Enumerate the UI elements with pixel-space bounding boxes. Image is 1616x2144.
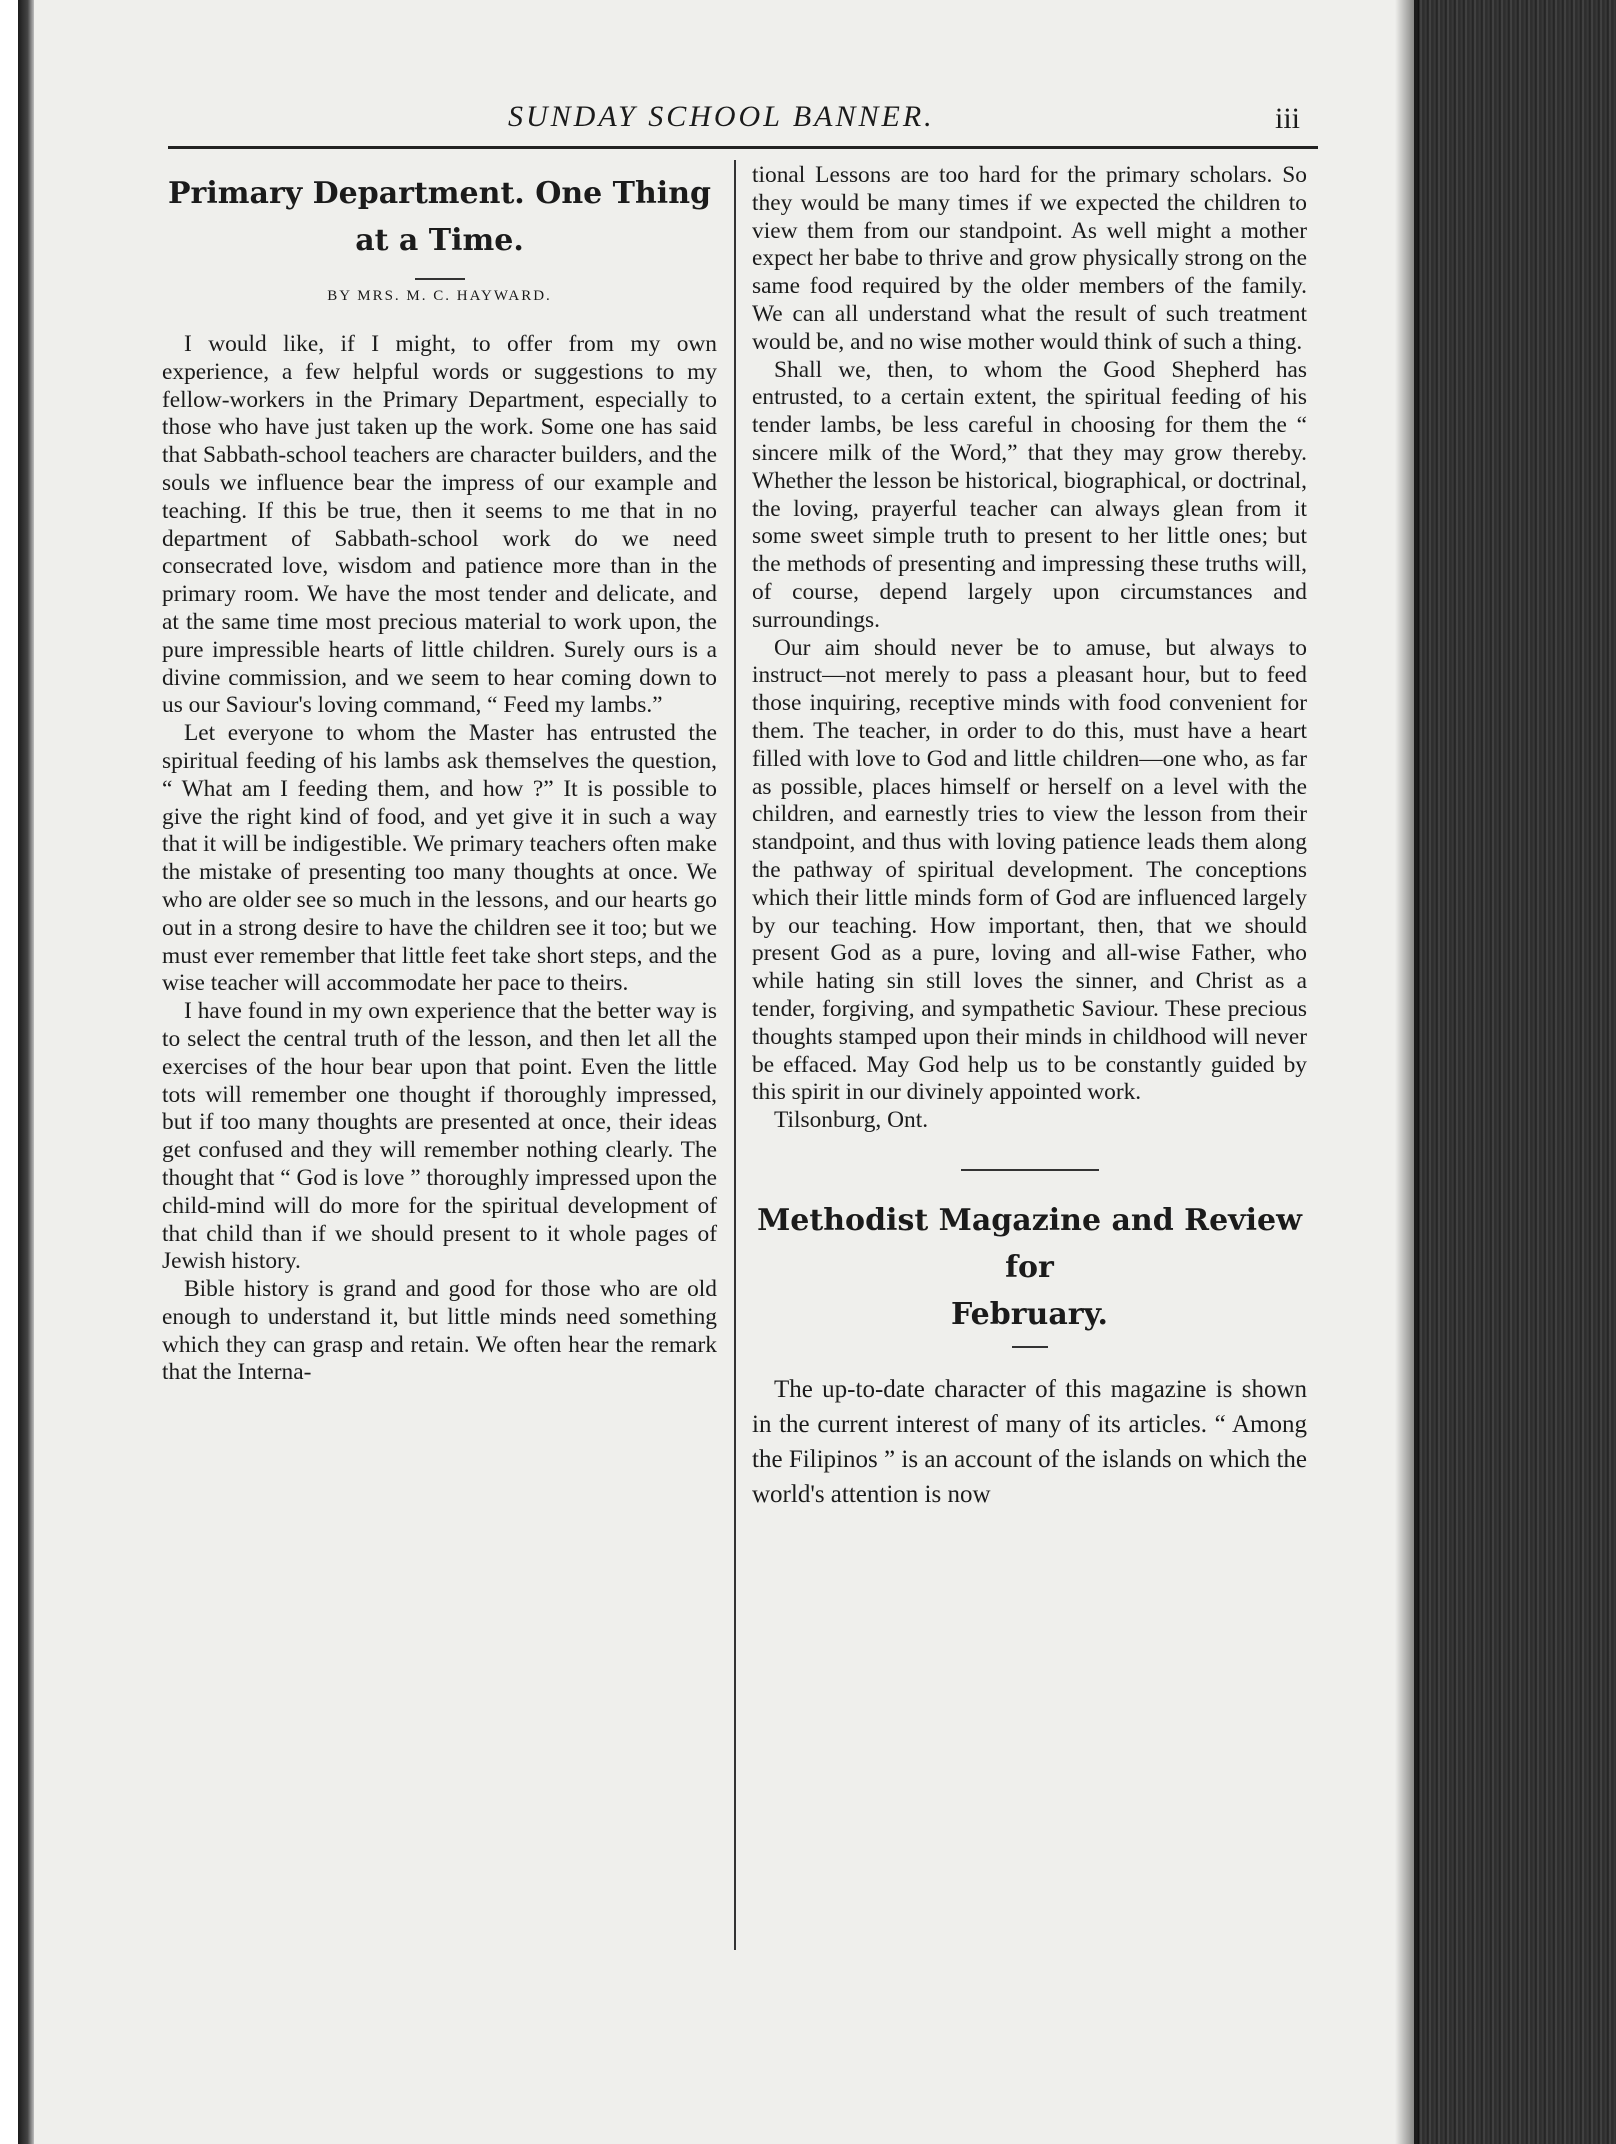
signoff: Tilsonburg, Ont. bbox=[774, 1107, 929, 1134]
magazine-title-line2: February. bbox=[950, 1296, 1109, 1332]
page-header bbox=[168, 98, 1318, 148]
page-number: iii bbox=[1274, 102, 1300, 135]
left-column bbox=[162, 162, 717, 1387]
article-body-right bbox=[752, 162, 1307, 1135]
header-rule bbox=[168, 146, 1318, 149]
paragraph: Let everyone to whom the Master has entrusted the spiritual feeding of his lambs ask themselves the question, “ What am I feeding them, and how ?” It is possible to give the right kind of food, and yet give it in such a way that it will be indigestible. We primary teachers often make the mistake of presenting too many thoughts at once. We who are older see so much in the lessons, and our hearts go out in a strong desire to have the children see it too; but we must ever remember that little feet take short steps, and the wise teacher will accommodate her pace to theirs. bbox=[162, 720, 717, 997]
paragraph: Bible history is grand and good for those who are old enough to understand it, but little minds need something which they can grasp and retain. We often hear the remark that the Interna- bbox=[162, 1276, 717, 1386]
paragraph: I would like, if I might, to offer from my own experience, a few helpful words or suggestions to my fellow-workers in the Primary Department, especially to those who have just taken up the work. Some one has said that Sabbath-school teachers are character builders, and the souls we influence bear the impress of our example and teaching. If this be true, then it seems to me that in no department of Sabbath-school work do we need consecrated love, wisdom and patience more than in the primary room. We have the most tender and delicate, and at the same time most precious material to work upon, the pure impressible hearts of little children. Surely ours is a divine commission, and we seem to hear coming down to us our Saviour's loving command, “ Feed my lambs.” bbox=[162, 331, 717, 719]
paragraph: The up-to-date character of this magazine is shown in the current interest of many of its articles. “ Among the Filipinos ” is an account of the islands on which the world's attention is now bbox=[752, 1375, 1307, 1508]
paragraph: tional Lessons are too hard for the primary scholars. So they would be many times if we expected the children to view them from our standpoint. As well might a mother expect her babe to thrive and grow physically strong on the same food required by the older members of the family. We can all understand what the result of such treatment would be, and no wise mother would think of such a thing. bbox=[752, 162, 1307, 355]
byline: BY MRS. M. C. HAYWARD. bbox=[327, 288, 552, 304]
article-title-line2: at a Time. bbox=[355, 223, 524, 258]
magazine-body bbox=[752, 1372, 1307, 1512]
right-column bbox=[752, 162, 1307, 1512]
running-title: SUNDAY SCHOOL BANNER. bbox=[508, 100, 935, 133]
column-rule bbox=[734, 160, 736, 1950]
book-binding bbox=[1414, 0, 1616, 2144]
article-title-line1: Primary Department. One Thing bbox=[168, 176, 711, 211]
magazine-title-line1: Methodist Magazine and Review for bbox=[757, 1202, 1302, 1285]
magazine-title-rule bbox=[1012, 1346, 1048, 1348]
paragraph: I have found in my own experience that the better way is to select the central truth of the lesson, and then let all the exercises of the hour bear upon that point. Even the little tots will remember one thought if thoroughly impressed, but if too many thoughts are presented at once, their ideas get confused and they will remember nothing clearly. The thought that “ God is love ” thoroughly impressed upon the child-mind will do more for the spiritual development of that child than if we should present to it whole pages of Jewish history. bbox=[162, 998, 717, 1275]
article-body-left bbox=[162, 331, 717, 1387]
article-title bbox=[162, 170, 717, 264]
title-rule bbox=[415, 278, 465, 280]
section-divider bbox=[961, 1169, 1099, 1171]
magazine-title bbox=[752, 1197, 1307, 1338]
paragraph: Shall we, then, to whom the Good Shepherd has entrusted, to a certain extent, the spiritual feeding of his tender lambs, be less careful in choosing for them the “ sincere milk of the Word,” that they may grow thereby. Whether the lesson be historical, biographical, or doctrinal, the loving, prayerful teacher can always glean from it some sweet simple truth to present to her little ones; but the methods of presenting and impressing these truths will, of course, depend largely upon circumstances and surroundings. bbox=[752, 356, 1307, 633]
page-edge bbox=[18, 0, 34, 2144]
binding-shadow bbox=[1395, 0, 1419, 2144]
paragraph: Our aim should never be to amuse, but always to instruct—not merely to pass a pleasant hour, but to feed those inquiring, receptive minds with food convenient for them. The teacher, in order to do this, must have a heart filled with love to God and little children—one who, as far as possible, places himself or herself on a level with the children, and earnestly tries to view the lesson from their standpoint, and thus with loving patience leads them along the pathway of spiritual development. The conceptions which their little minds form of God are influenced largely by our teaching. How important, then, that we should present God as a pure, loving and all-wise Father, who while hating sin still loves the sinner, and Christ as a tender, forgiving, and sympathetic Saviour. These precious thoughts stamped upon their minds in childhood will never be effaced. May God help us to be constantly guided by this spirit in our divinely appointed work. bbox=[752, 634, 1307, 1106]
